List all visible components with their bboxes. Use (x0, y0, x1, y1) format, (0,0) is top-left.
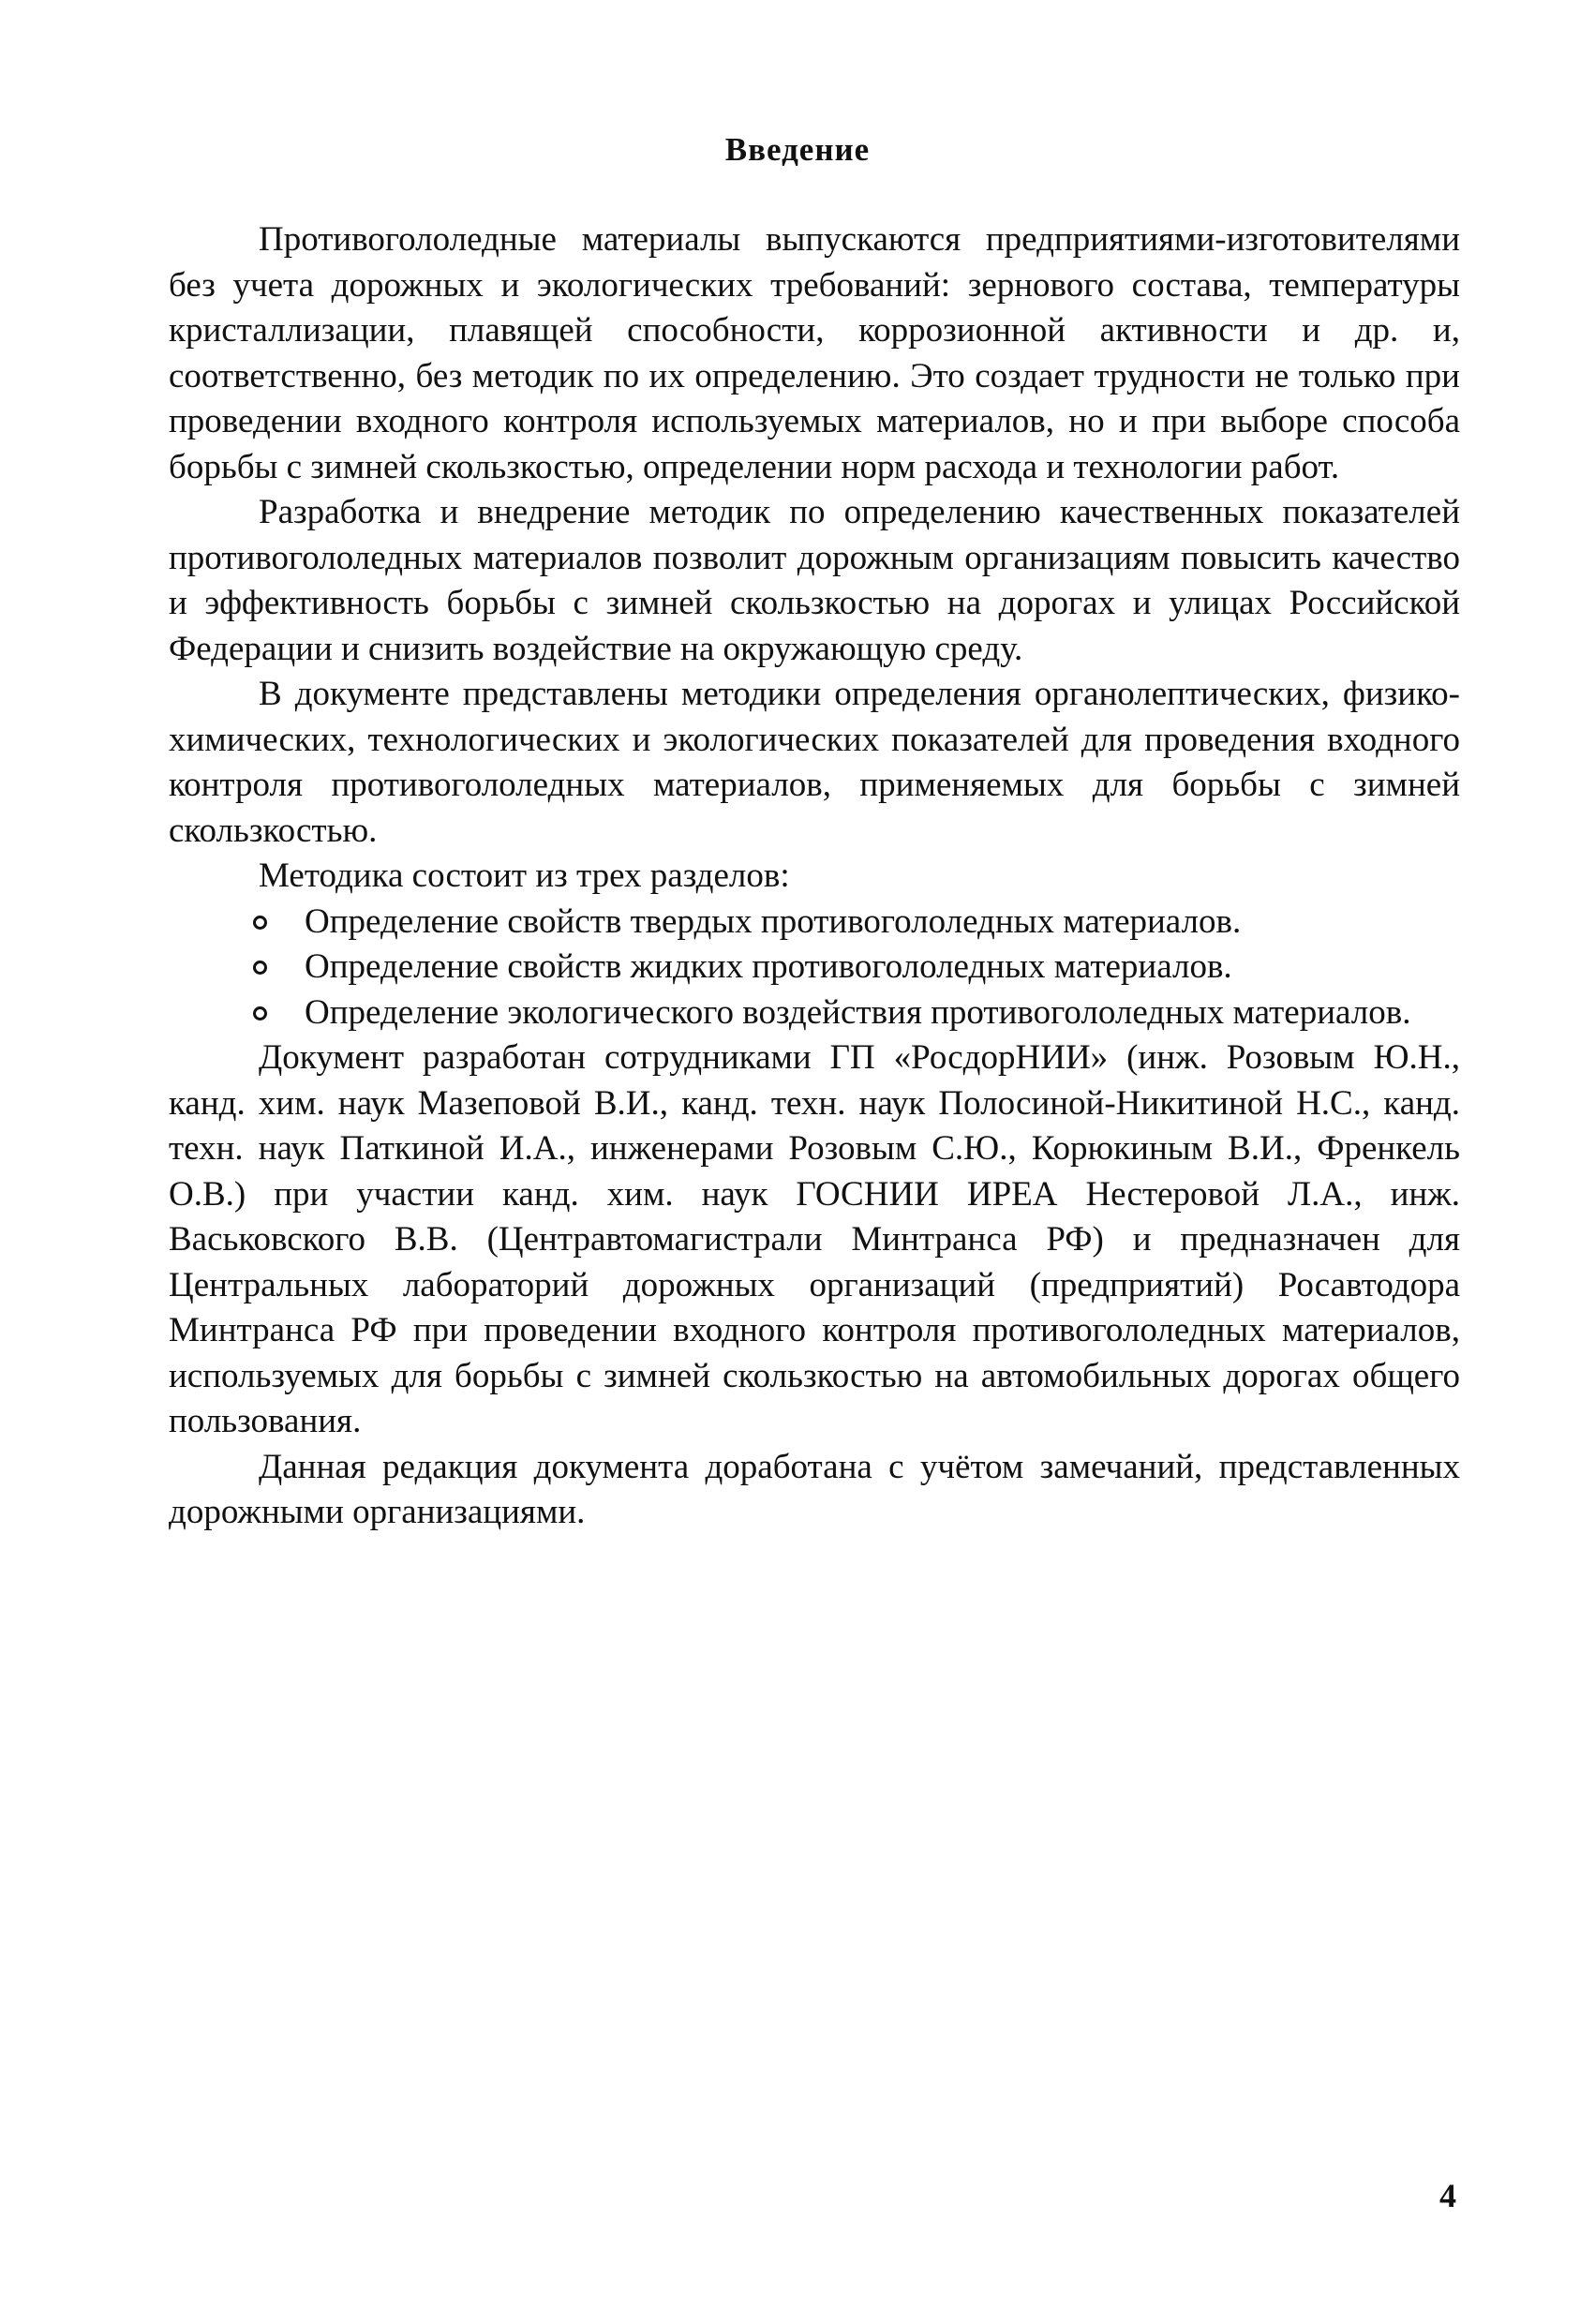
page-title: Введение (724, 131, 871, 168)
list-item-text: Определение свойств твердых противогололедных материалов. (305, 901, 1242, 941)
paragraph-development: Разработка и внедрение методик по определению качественных показателей противогололедных материалов позволит дорожным организациям повысить качество и эффективность борьбы с зимней скользкостью на дорогах и улицах Российской Федерации и снизить воздействие на окружающую среду. (169, 493, 1460, 668)
paragraph-authors: Документ разработан сотрудниками ГП «РосдорНИИ» (инж. Розовым Ю.Н., канд. хим. наук Мазеповой В.И., канд. техн. наук Полосиной-Никитиной Н.С., канд. техн. наук Паткиной И.А., инженерами Розовым С.Ю., Корюкиным В.И., Френкель О.В.) при участии канд. хим. наук ГОСНИИ ИРЕА Нестеровой Л.А., инж. Васьковского В.В. (Центравтомагистрали Минтранса РФ) и предназначен для Центральных лабораторий дорожных организаций (предприятий) Росавтодора Минтранса РФ при проведении входного контроля противогололедных материалов, используемых для борьбы с зимней скользкостью на автомобильных дорогах общего пользования. (169, 1038, 1460, 1440)
list-item (169, 945, 1460, 991)
paragraph-closing: Данная редакция документа доработана с учётом замечаний, представленных дорожными организациями. (169, 1447, 1460, 1531)
list-item (169, 900, 1460, 946)
sections-list (169, 900, 1460, 1036)
paragraph-intro: Противогололедные материалы выпускаются предприятиями-изготовителями без учета дорожных и экологических требований: зернового состава, температуры кристаллизации, плавящей способности, коррозионной активности и др. и, соответственно, без методик по их определению. Это создает трудности не только при проведении входного контроля используемых материалов, но и при выборе способа борьбы с зимней скользкостью, определении норм расхода и технологии работ. (169, 220, 1460, 486)
list-item-text: Определение экологического воздействия противогололедных материалов. (305, 992, 1411, 1032)
hollow-circle-bullet-icon (253, 1006, 267, 1020)
paragraph-methods: В документе представлены методики определения органолептических, физико-химических, технологических и экологических показателей для проведения входного контроля противогололедных материалов, применяемых для борьбы с зимней скользкостью. (169, 675, 1460, 850)
list-item (169, 991, 1460, 1036)
list-item-text: Определение свойств жидких противогололедных материалов. (305, 947, 1232, 986)
hollow-circle-bullet-icon (253, 916, 267, 930)
document-body (169, 217, 1460, 1536)
page-number: 4 (1439, 2177, 1456, 2214)
sections-intro: Методика состоит из трех разделов: (259, 857, 790, 895)
hollow-circle-bullet-icon (253, 961, 267, 975)
